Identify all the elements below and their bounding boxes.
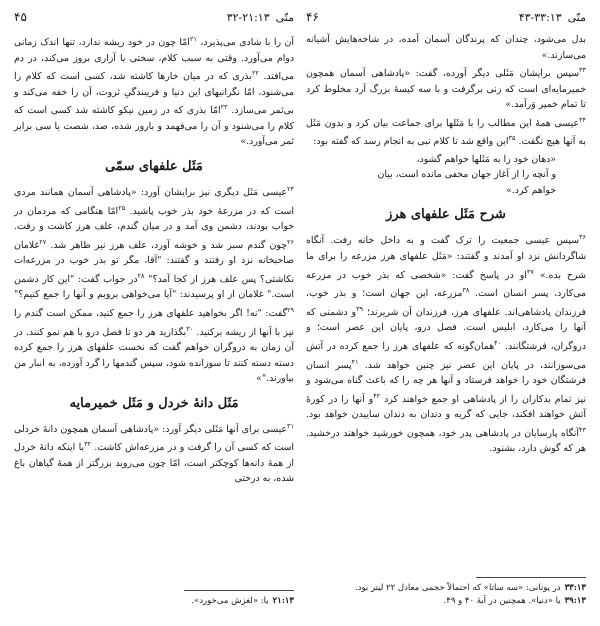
footnote: ۳۳:۱۳در یونانی: «سه ساتا» که احتمالاً حجمی معادل ۲۲ لیتر بود. — [355, 583, 586, 593]
verse-number: ۳۴ — [579, 115, 586, 124]
right-footnotes — [306, 577, 586, 608]
verse-number: ۲۳ — [220, 103, 228, 112]
left-body — [14, 32, 294, 487]
section-paragraph-explanation: $^{۳۶}$سپس عیسی جمعیت را ترک گفت و به داخل خانه رفت. آنگاه شاگردانش نزد او آمدند و گفتند: «مَثَل علفهای هرز مزرعه را برای ما شرح بده.» $^{۳۷}$او در پاسخ گفت: «شخصی که بذر خوب در مزرعه می‌کارد، پسر انسان است. $^{۳۸}$مزرعه، این جهان است؛ و بذر خوب، فرزندان پادشاهی‌اند. علفهای هرز، فرزندان آن شریرند؛ $^{۳۹}$و دشمنی که آنها را می‌کارد، ابلیس است. فصل درو، پایان این عصر است؛ و دروگران، فرشتگانند. $^{۴۰}$همان‌گونه که علفهای هرز را جمع کرده در آتش می‌سوزانند، در پایان این عصر نیز چنین خواهد شد. $^{۴۱}$پسر انسان فرشتگان خود را خواهد فرستاد و آنها هر چه را که باعث گناه می‌شود و نیز تمام بدکاران را از پادشاهی او جمع خواهند کرد $^{۴۲}$و آنها را در کورهٔ آتش خواهند افکند، جایی که گریه و دندان به دندان ساییدن خواهد بود. $^{۴۳}$آنگاه پارسایان در پادشاهی پدر خود، همچون خورشید خواهند درخشید. هر که گوش دارد، بشنود. — [306, 233, 587, 455]
verse-number: ۴۱ — [351, 357, 359, 366]
quote-line: و آنچه را از آغاز جهان مخفی مانده است، بیان — [377, 169, 556, 181]
verse-number: ۳۰ — [186, 324, 194, 333]
quote-line: خواهم کرد.» — [506, 184, 556, 196]
verse-number: ۲۵ — [118, 203, 126, 212]
verse-number: ۳۶ — [579, 233, 586, 242]
verse-number: ۴۲ — [373, 391, 381, 400]
section-paragraph-weeds: $^{۲۴}$عیسی مَثَل دیگری نیز برایشان آورد: «پادشاهی آسمان همانند مردی است که در مزرعهٔ خود بذر خوب پاشید. $^{۲۵}$امّا هنگامی که مردمان در خواب بودند، دشمن وی آمد و در میان گندم، علف هرز کاشت و رفت. $^{۲۶}$چون گندم سبز شد و خوشه آورد، علف هرز نیز ظاهر شد. $^{۲۷}$غلامان صاحبخانه نزد او رفتند و گفتند: "آقا، مگر تو بذر خوب در مزرعه‌ات نکاشتی؟ پس علف هرز از کجا آمد؟" $^{۲۸}$در جواب گفت: "این کار دشمن است." غلامان از او پرسیدند: "آیا می‌خواهی برویم و آنها را جمع کنیم؟" $^{۲۹}$گفت: "نه! اگر بخواهید علفهای هرز را جمع کنید، ممکن است گندم را نیز با آنها از ریشه برکنید. $^{۳۰}$بگذارید هر دو تا فصل درو با هم نمو کنند. در آن زمان به دروگران خواهم گفت که نخست علفهای هرز را جمع کرده دسته دسته کنند تا سوزانده شود، سپس گندمها را گرد آورده، به انبار من بیاورند."» — [14, 184, 295, 385]
verse-number: ۳۸ — [462, 286, 470, 295]
left-header-book: متّی ۳۲-۲۱:۱۳ — [226, 11, 294, 24]
section-title-explanation: شرح مَثَل علفهای هرز — [386, 207, 506, 223]
footnote: ۲۱:۱۳یا: «لغزش می‌خورد». — [191, 596, 294, 606]
left-running-header — [14, 0, 294, 28]
left-header-range: ۳۲-۲۱:۱۳ — [226, 11, 270, 24]
right-running-header — [306, 0, 586, 28]
right-paragraph: بدل می‌شود، چندان که پرندگان آسمان آمده، در شاخه‌هایش آشیانه می‌سازند.» — [306, 34, 586, 61]
verse-number: ۲۸ — [137, 271, 145, 280]
right-header-range: ۴۳-۳۳:۱۳ — [518, 11, 562, 24]
section-title-weeds: مَثَل علفهای سمّی — [105, 158, 203, 174]
verse-number: ۳۵ — [508, 134, 516, 143]
right-page-number: ۴۶ — [306, 10, 319, 24]
verse-number: ۲۹ — [287, 305, 294, 314]
footnote-rule — [184, 590, 294, 591]
verse-number: ۴۳ — [579, 425, 586, 434]
right-body — [306, 32, 586, 457]
quote-line: «دهان خود را به مَثَلها خواهم گشود، — [416, 153, 556, 165]
footnote: ۳۹:۱۳یا «دنیا». همچنین در آیهٔ ۴۰ و ۴۹. — [443, 596, 586, 606]
section-paragraph-mustard: $^{۳۱}$عیسی برای آنها مَثَلی دیگر آورد: «پادشاهی آسمان همچون دانهٔ خردلی است که کسی آن را گرفت و در مزرعه‌اش کاشت. $^{۳۲}$با اینکه دانهٔ خردل از همهٔ دانه‌ها کوچکتر است، امّا چون می‌روید بزرگتر از همهٔ گیاهان باغ شده، به درختی — [14, 421, 294, 485]
left-page-number: ۴۵ — [14, 10, 27, 24]
verse-number: ۲۷ — [39, 237, 47, 246]
prophecy-quote — [306, 152, 586, 199]
verse-number: ۳۱ — [287, 421, 294, 430]
left-page — [14, 0, 294, 626]
section-title-mustard-yeast: مَثَل دانهٔ خردل و مَثَل خمیرمایه — [69, 395, 239, 411]
verse-number: ۲۴ — [287, 184, 294, 193]
verse-number: ۲۲ — [251, 69, 259, 78]
verse-number: ۴۰ — [494, 338, 502, 347]
right-header-book: متّی ۴۳-۳۳:۱۳ — [518, 11, 586, 24]
right-paragraph: $^{۳۴}$عیسی همهٔ این مطالب را با مَثَلها برای جماعت بیان کرد و بدون مَثَل به آنها هیچ نگفت. $^{۳۵}$این واقع شد تا کلام نبی به انجام رسد که گفته بود: — [306, 115, 586, 148]
verse-number: ۳۹ — [356, 304, 364, 313]
left-footnotes — [14, 590, 294, 608]
verse-number: ۲۱ — [189, 35, 197, 43]
footnote-rule — [476, 577, 586, 578]
verse-number: ۳۳ — [579, 66, 586, 74]
left-paragraph: آن را با شادی می‌پذیرد، $^{۲۱}$امّا چون در خود ریشه ندارد، تنها اندک زمانی دوام می‌آورد. وقتی به سبب کلام، سختی یا آزاری بروز می‌کند، در دم می‌افتد. $^{۲۲}$بذری که در میان خارها کاشته شد، کسی است که کلام را می‌شنود، امّا نگرانیهای این دنیا و فریبندگیِ ثروت، آن را خفه می‌کند و بی‌ثمر می‌سازد. $^{۲۳}$امّا بذری که در زمین نیکو کاشته شد کسی است که کلام را می‌شنود و آن را می‌فهمد و بارور شده، صد، شصت یا سی برابر ثمر می‌آورد.» — [14, 35, 294, 148]
right-page — [306, 0, 586, 626]
verse-number: ۳۷ — [526, 267, 534, 276]
verse-number: ۲۶ — [287, 237, 294, 246]
verse-number: ۳۲ — [84, 440, 92, 449]
right-paragraph: $^{۳۳}$سپس برایشان مَثَلی دیگر آورده، گفت: «پادشاهی آسمان همچون خمیرمایه‌ای است که زنی برگرفت و با سه کیسهٔ بزرگ آرد مخلوط کرد تا تمام خمیر وَرآمد.» — [306, 66, 586, 111]
